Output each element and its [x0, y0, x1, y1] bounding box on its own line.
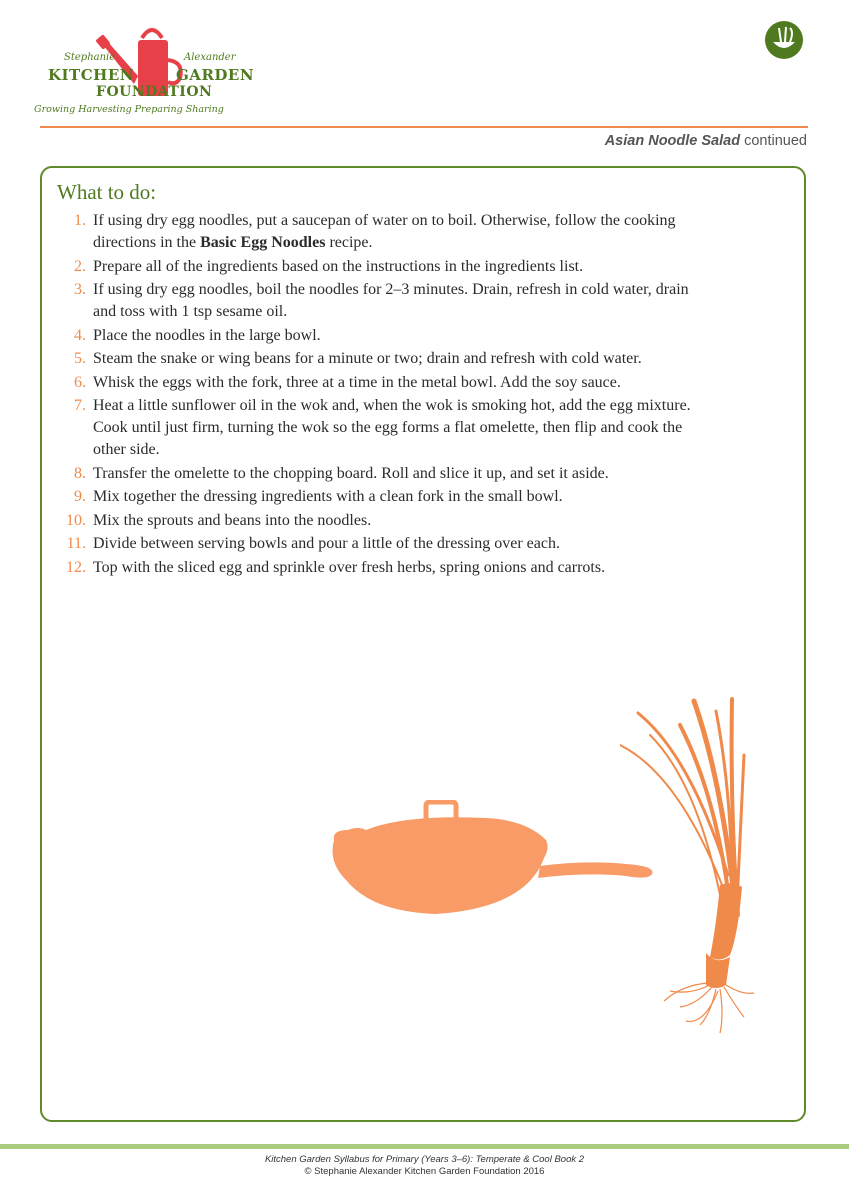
list-item — [52, 325, 692, 347]
step-number: 7. — [74, 397, 86, 414]
step-text: If using dry egg noodles, put a saucepan of water on to boil. Otherwise, follow the cooking directions in the — [93, 212, 676, 251]
step-text: Prepare all of the ingredients based on the instructions in the ingredients list. — [93, 257, 584, 275]
continued-heading — [605, 133, 807, 149]
list-item — [52, 510, 692, 532]
list-item — [52, 533, 692, 555]
list-item — [52, 279, 692, 323]
list-item — [52, 256, 692, 278]
step-text: recipe. — [325, 234, 373, 251]
footer — [0, 1154, 849, 1178]
list-item — [52, 395, 692, 461]
step-number: 9. — [74, 488, 86, 505]
spring-onion-icon — [620, 695, 760, 1040]
list-item — [52, 463, 692, 485]
step-number: 11. — [66, 535, 86, 552]
step-text: Divide between serving bowls and pour a little of the dressing over each. — [93, 535, 560, 552]
logo-tagline: Growing Harvesting Preparing Sharing — [34, 104, 224, 115]
list-item — [52, 486, 692, 508]
step-number: 3. — [74, 281, 86, 298]
step-number: 1. — [74, 212, 86, 229]
step-text: Top with the sliced egg and sprinkle over fresh herbs, spring onions and carrots. — [93, 558, 606, 576]
step-number: 4. — [74, 326, 86, 344]
step-number: 2. — [74, 257, 86, 275]
step-number: 8. — [74, 464, 86, 482]
step-text: Heat a little sunflower oil in the wok and, when the wok is smoking hot, add the egg mixture. Cook until just firm, turning the wok so the egg forms a flat omelette, then flip and cook the other side. — [93, 397, 691, 458]
footer-copyright: © Stephanie Alexander Kitchen Garden Foundation 2016 — [304, 1166, 545, 1177]
footer-band — [0, 1144, 849, 1149]
list-item — [52, 557, 692, 579]
logo-garden: GARDEN — [176, 66, 255, 84]
step-number: 6. — [74, 373, 86, 391]
logo-kitchen: KITCHEN — [48, 66, 134, 84]
continued-label: continued — [744, 133, 807, 149]
step-number: 10. — [66, 511, 86, 529]
step-text: Place the noodles in the large bowl. — [93, 326, 321, 344]
logo-name-left: Stephanie — [64, 52, 116, 63]
recipe-link-text: Basic Egg Noodles — [200, 234, 326, 251]
wok-icon — [326, 800, 656, 920]
footer-syllabus-title: Kitchen Garden Syllabus for Primary (Years 3–6): Temperate & Cool Book 2 — [264, 1154, 585, 1165]
step-text: Mix the sprouts and beans into the noodles. — [93, 511, 372, 529]
recipe-title: Asian Noodle Salad — [604, 133, 741, 149]
foundation-logo — [34, 20, 264, 120]
step-text: Steam the snake or wing beans for a minute or two; drain and refresh with cold water. — [93, 350, 642, 367]
steps-list — [52, 210, 692, 580]
section-title: What to do: — [57, 180, 157, 204]
utensils-bowl-icon — [764, 20, 804, 60]
logo-foundation: FOUNDATION — [96, 84, 213, 100]
step-number: 12. — [66, 558, 86, 576]
step-text: Mix together the dressing ingredients with a clean fork in the small bowl. — [93, 488, 563, 505]
list-item — [52, 210, 692, 254]
list-item — [52, 348, 692, 370]
step-text: If using dry egg noodles, boil the noodles for 2–3 minutes. Drain, refresh in cold water, drain and toss with 1 tsp sesame oil. — [93, 281, 689, 320]
step-text: Transfer the omelette to the chopping board. Roll and slice it up, and set it aside. — [93, 464, 609, 482]
step-number: 5. — [74, 350, 86, 367]
list-item — [52, 372, 692, 394]
header-rule — [40, 126, 808, 128]
logo-name-right: Alexander — [184, 52, 236, 63]
step-text: Whisk the eggs with the fork, three at a time in the metal bowl. Add the soy sauce. — [93, 373, 621, 391]
